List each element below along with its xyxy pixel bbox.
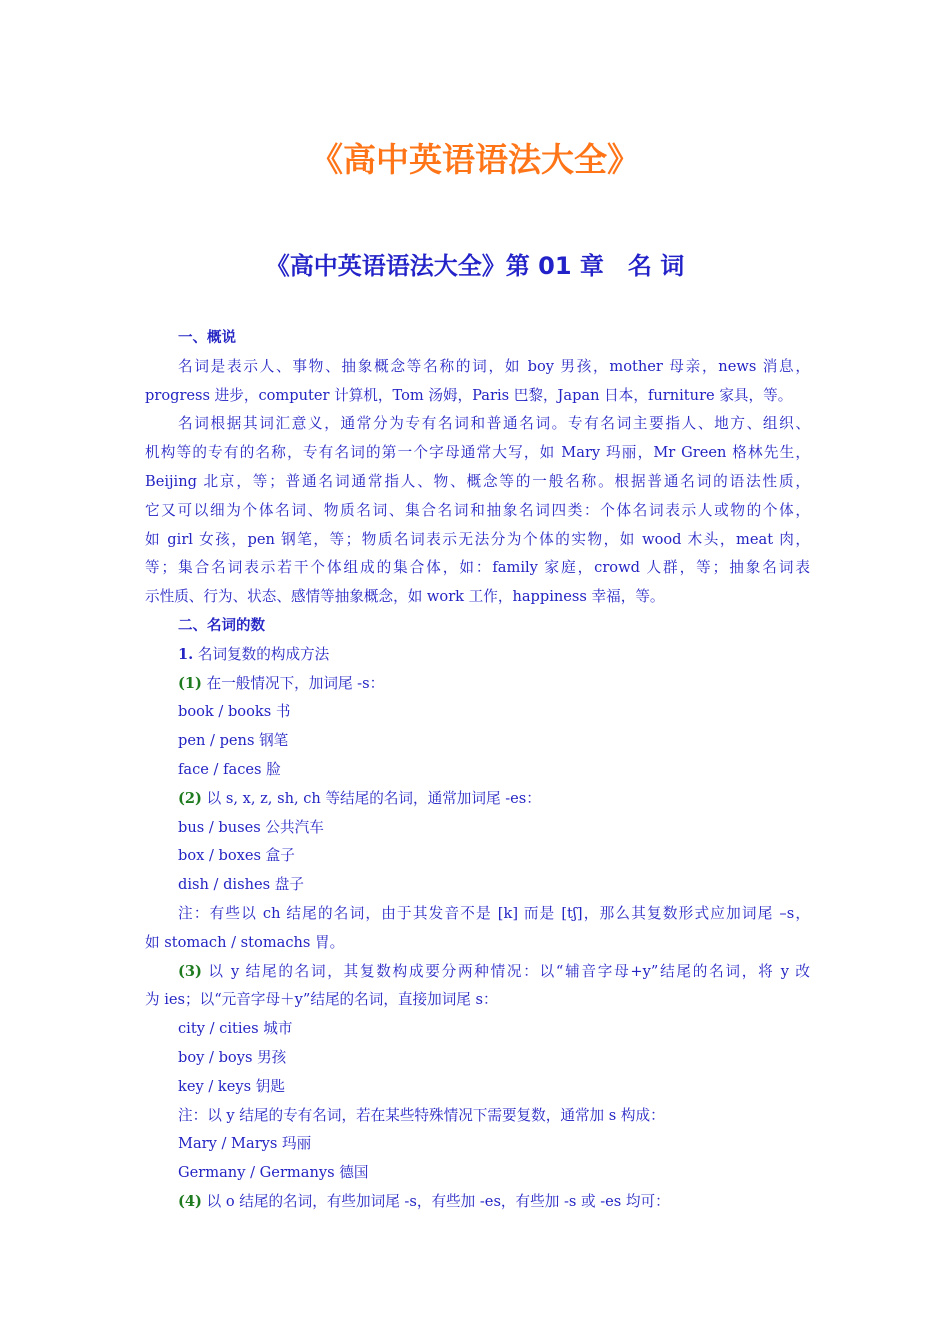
example-line: city / cities 城市 [178,1020,293,1038]
rule-number: (1) [178,674,202,692]
note-line: 注：有些以 ch 结尾的名词，由于其发音不是 [k] 而是 [tʃ]，那么其复数形式应加词尾 –s， [178,904,810,922]
subsection-heading [145,641,810,670]
rule-line-continued: 为 ies；以“元音字母＋y”结尾的名词，直接加词尾 s： [145,991,498,1009]
example-line: book / books 书 [178,703,291,721]
paragraph-line: 示性质、行为、状态、感情等抽象概念，如 work 工作，happiness 幸福，等。 [145,588,665,606]
example-line: Germany / Germanys 德国 [178,1164,369,1182]
rule-text: 以 s, x, z, sh, ch 等结尾的名词，通常加词尾 -es： [201,789,541,807]
rule-line [145,958,810,987]
example-line: box / boxes 盒子 [178,847,295,865]
rule-line [145,1188,810,1217]
rule-text: 以 y 结尾的名词，其复数构成要分两种情况：以“辅音字母+y”结尾的名词，将 y 改 [201,962,810,980]
example-line: bus / buses 公共汽车 [178,818,324,836]
document-body [145,324,810,1217]
example-line: key / keys 钥匙 [178,1077,285,1095]
example-line: dish / dishes 盘子 [178,876,304,894]
note-line: 注：以 y 结尾的专有名词，若在某些特殊情况下需要复数，通常加 s 构成： [178,1106,665,1124]
rule-text: 以 o 结尾的名词，有些加词尾 -s，有些加 -es，有些加 -s 或 -es 均可： [201,1192,670,1210]
paragraph-line: 名词根据其词汇意义，通常分为专有名词和普通名词。专有名词主要指人、地方、组织、 [178,415,810,433]
rule-number: (2) [178,789,202,807]
section-heading: 一、概说 [178,330,236,346]
paragraph-line: progress 进步，computer 计算机，Tom 汤姆，Paris 巴黎，Japan 日本，furniture 家具，等。 [145,386,793,404]
paragraph-line: 它又可以细为个体名词、物质名词、集合名词和抽象名词四类：个体名词表示人或物的个体， [145,501,810,519]
paragraph-line: 等；集合名词表示若干个体组成的集合体，如：family 家庭，crowd 人群，等；抽象名词表 [145,559,810,577]
note-line: 如 stomach / stomachs 胃。 [145,933,345,951]
rule-number: (3) [178,962,202,980]
subsection-number: 1. [178,645,194,663]
rule-text: 在一般情况下，加词尾 -s： [201,674,385,692]
example-line: pen / pens 钢笔 [178,732,289,750]
example-line: face / faces 脸 [178,760,281,778]
subsection-text: 名词复数的构成方法 [193,645,330,663]
rule-line [145,670,810,699]
rule-line [145,785,810,814]
paragraph-line: Beijing 北京，等；普通名词通常指人、物、概念等的一般名称。根据普通名词的语法性质， [145,472,810,490]
paragraph-line: 如 girl 女孩，pen 钢笔，等；物质名词表示无法分为个体的实物，如 wood 木头，meat 肉， [145,530,810,548]
document-title: 《高中英语语法大全》 [310,140,640,179]
paragraph-line: 名词是表示人、事物、抽象概念等名称的词，如 boy 男孩，mother 母亲，news 消息， [178,357,810,375]
rule-number: (4) [178,1192,202,1210]
example-line: boy / boys 男孩 [178,1048,287,1066]
example-line: Mary / Marys 玛丽 [178,1135,312,1153]
chapter-title: 《高中英语语法大全》第 01 章 名 词 [265,252,685,280]
paragraph-line: 机构等的专有的名称，专有名词的第一个字母通常大写，如 Mary 玛丽，Mr Green 格林先生， [145,444,810,462]
section-heading: 二、名词的数 [178,617,265,634]
